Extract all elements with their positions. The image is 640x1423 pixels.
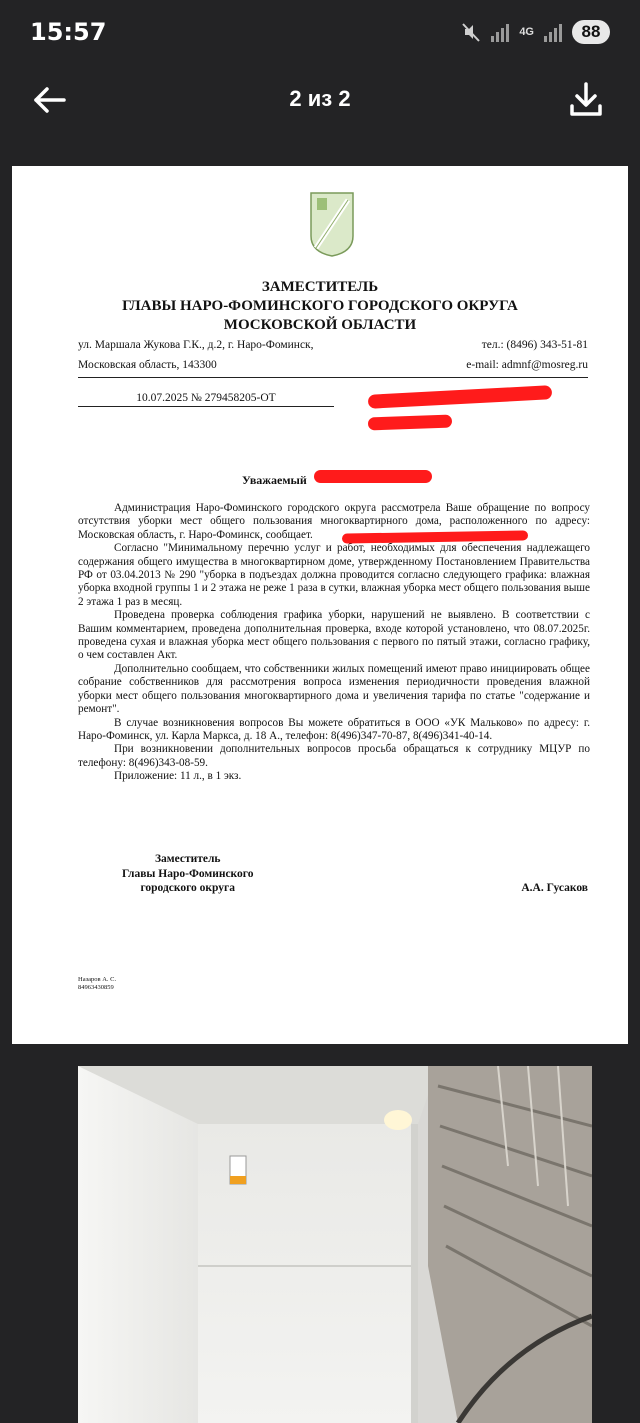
coat-of-arms-emblem: [308, 190, 356, 258]
battery-indicator: 88: [572, 20, 610, 44]
mute-icon: [461, 21, 481, 43]
sign-line-3: городского округа: [140, 882, 236, 894]
network-type: 4G: [519, 26, 534, 38]
page-counter: 2 из 2: [289, 86, 351, 111]
paragraph: В случае возникновения вопросов Вы можете обратиться в ООО «УК Мальково» по адресу: г. Наро-Фоминск, ул. Карла Маркса, д. 18 А., телефон: 8(496)347-70-87, 8(496)341-40-14.: [78, 716, 590, 742]
redaction-mark: [314, 470, 432, 483]
redaction-mark: [368, 415, 452, 431]
executor-name: Назаров А. С.: [78, 976, 117, 983]
stairwell-photo-image: [78, 1066, 592, 1423]
download-button[interactable]: [566, 80, 606, 120]
document-page[interactable]: [12, 166, 628, 1044]
letter-body: [78, 502, 590, 784]
org-title: [12, 278, 628, 335]
signal-strength-icon: [491, 22, 509, 42]
paragraph: Согласно "Минимальному перечню услуг и работ, необходимых для обеспечения надлежащего содержания общего имущества в многоквартирном доме, утвержденному Постановлением Правительства РФ от 03.04.2013 № 290 "уборка в подъездах должна проводится согласно следующего графика: влажная уборка входной группы 1 и 2 этажа не реже 1 раза в сутки, влажная уборка мест общего пользования выше 2 этажа 1 раз в месяц.: [78, 542, 590, 608]
org-title-line-2: ГЛАВЫ НАРО-ФОМИНСКОГО ГОРОДСКОГО ОКРУГА: [122, 298, 518, 314]
header-divider: [78, 377, 588, 378]
address-line-1: ул. Маршала Жукова Г.К., д.2, г. Наро-Фоминск,: [78, 339, 314, 351]
executor-phone: 84963430859: [78, 984, 114, 991]
contact-block: [466, 335, 588, 375]
signer-name: А.А. Гусаков: [521, 882, 588, 894]
sign-line-2: Главы Наро-Фоминского: [122, 867, 254, 880]
paragraph: Проведена проверка соблюдения графика уборки, нарушений не выявлено. В соответствии с Вашим комментарием, проведена дополнительная проверка, входе которой установлено, что 08.07.2025г. проведена сухая и влажная уборка мест общего пользования с первого по пятый этажи, согласно графику, о чем составлен Акт.: [78, 609, 590, 662]
redaction-mark: [368, 385, 552, 409]
sign-line-1: Заместитель: [154, 853, 221, 865]
signature-title: [122, 852, 253, 896]
address-block: [78, 335, 314, 375]
email: e-mail: admnf@mosreg.ru: [466, 359, 588, 371]
phone: тел.: (8496) 343-51-81: [481, 339, 588, 351]
attachment-photo[interactable]: [78, 1066, 592, 1423]
registration-number: 10.07.2025 № 279458205-ОТ: [78, 392, 334, 407]
paragraph: При возникновении дополнительных вопросов просьба обращаться к сотруднику МЦУР по телефону: 8(496)343-08-59.: [78, 743, 590, 769]
status-icons: [461, 20, 610, 44]
download-icon: [566, 80, 606, 120]
viewer-top-bar: [0, 70, 640, 130]
paragraph: Дополнительно сообщаем, что собственники жилых помещений имеют право инициировать общее собрание собственников для рассмотрения вопроса изменения периодичности проведения влажной уборки мест общего пользования многоквартирного дома и увеличения тарифа по статье "содержание и ремонт".: [78, 662, 590, 716]
org-title-line-3: МОСКОВСКОЙ ОБЛАСТИ: [223, 317, 417, 333]
paragraph: Администрация Наро-Фоминского городского округа рассмотрела Ваше обращение по вопросу отсутствия уборки мест общего пользования многоквартирного дома, расположенного по адресу: Московская область, г. Наро-Фоминск, сообщает.: [78, 502, 590, 541]
greeting: Уважаемый: [242, 473, 307, 487]
address-line-2: Московская область, 143300: [78, 359, 217, 371]
status-bar: [0, 0, 640, 66]
status-time: 15:57: [30, 18, 107, 46]
paragraph: Приложение: 11 л., в 1 экз.: [114, 770, 242, 783]
org-title-line-1: ЗАМЕСТИТЕЛЬ: [261, 279, 379, 295]
executor-block: [78, 976, 116, 992]
signal-strength-icon-2: [544, 22, 562, 42]
